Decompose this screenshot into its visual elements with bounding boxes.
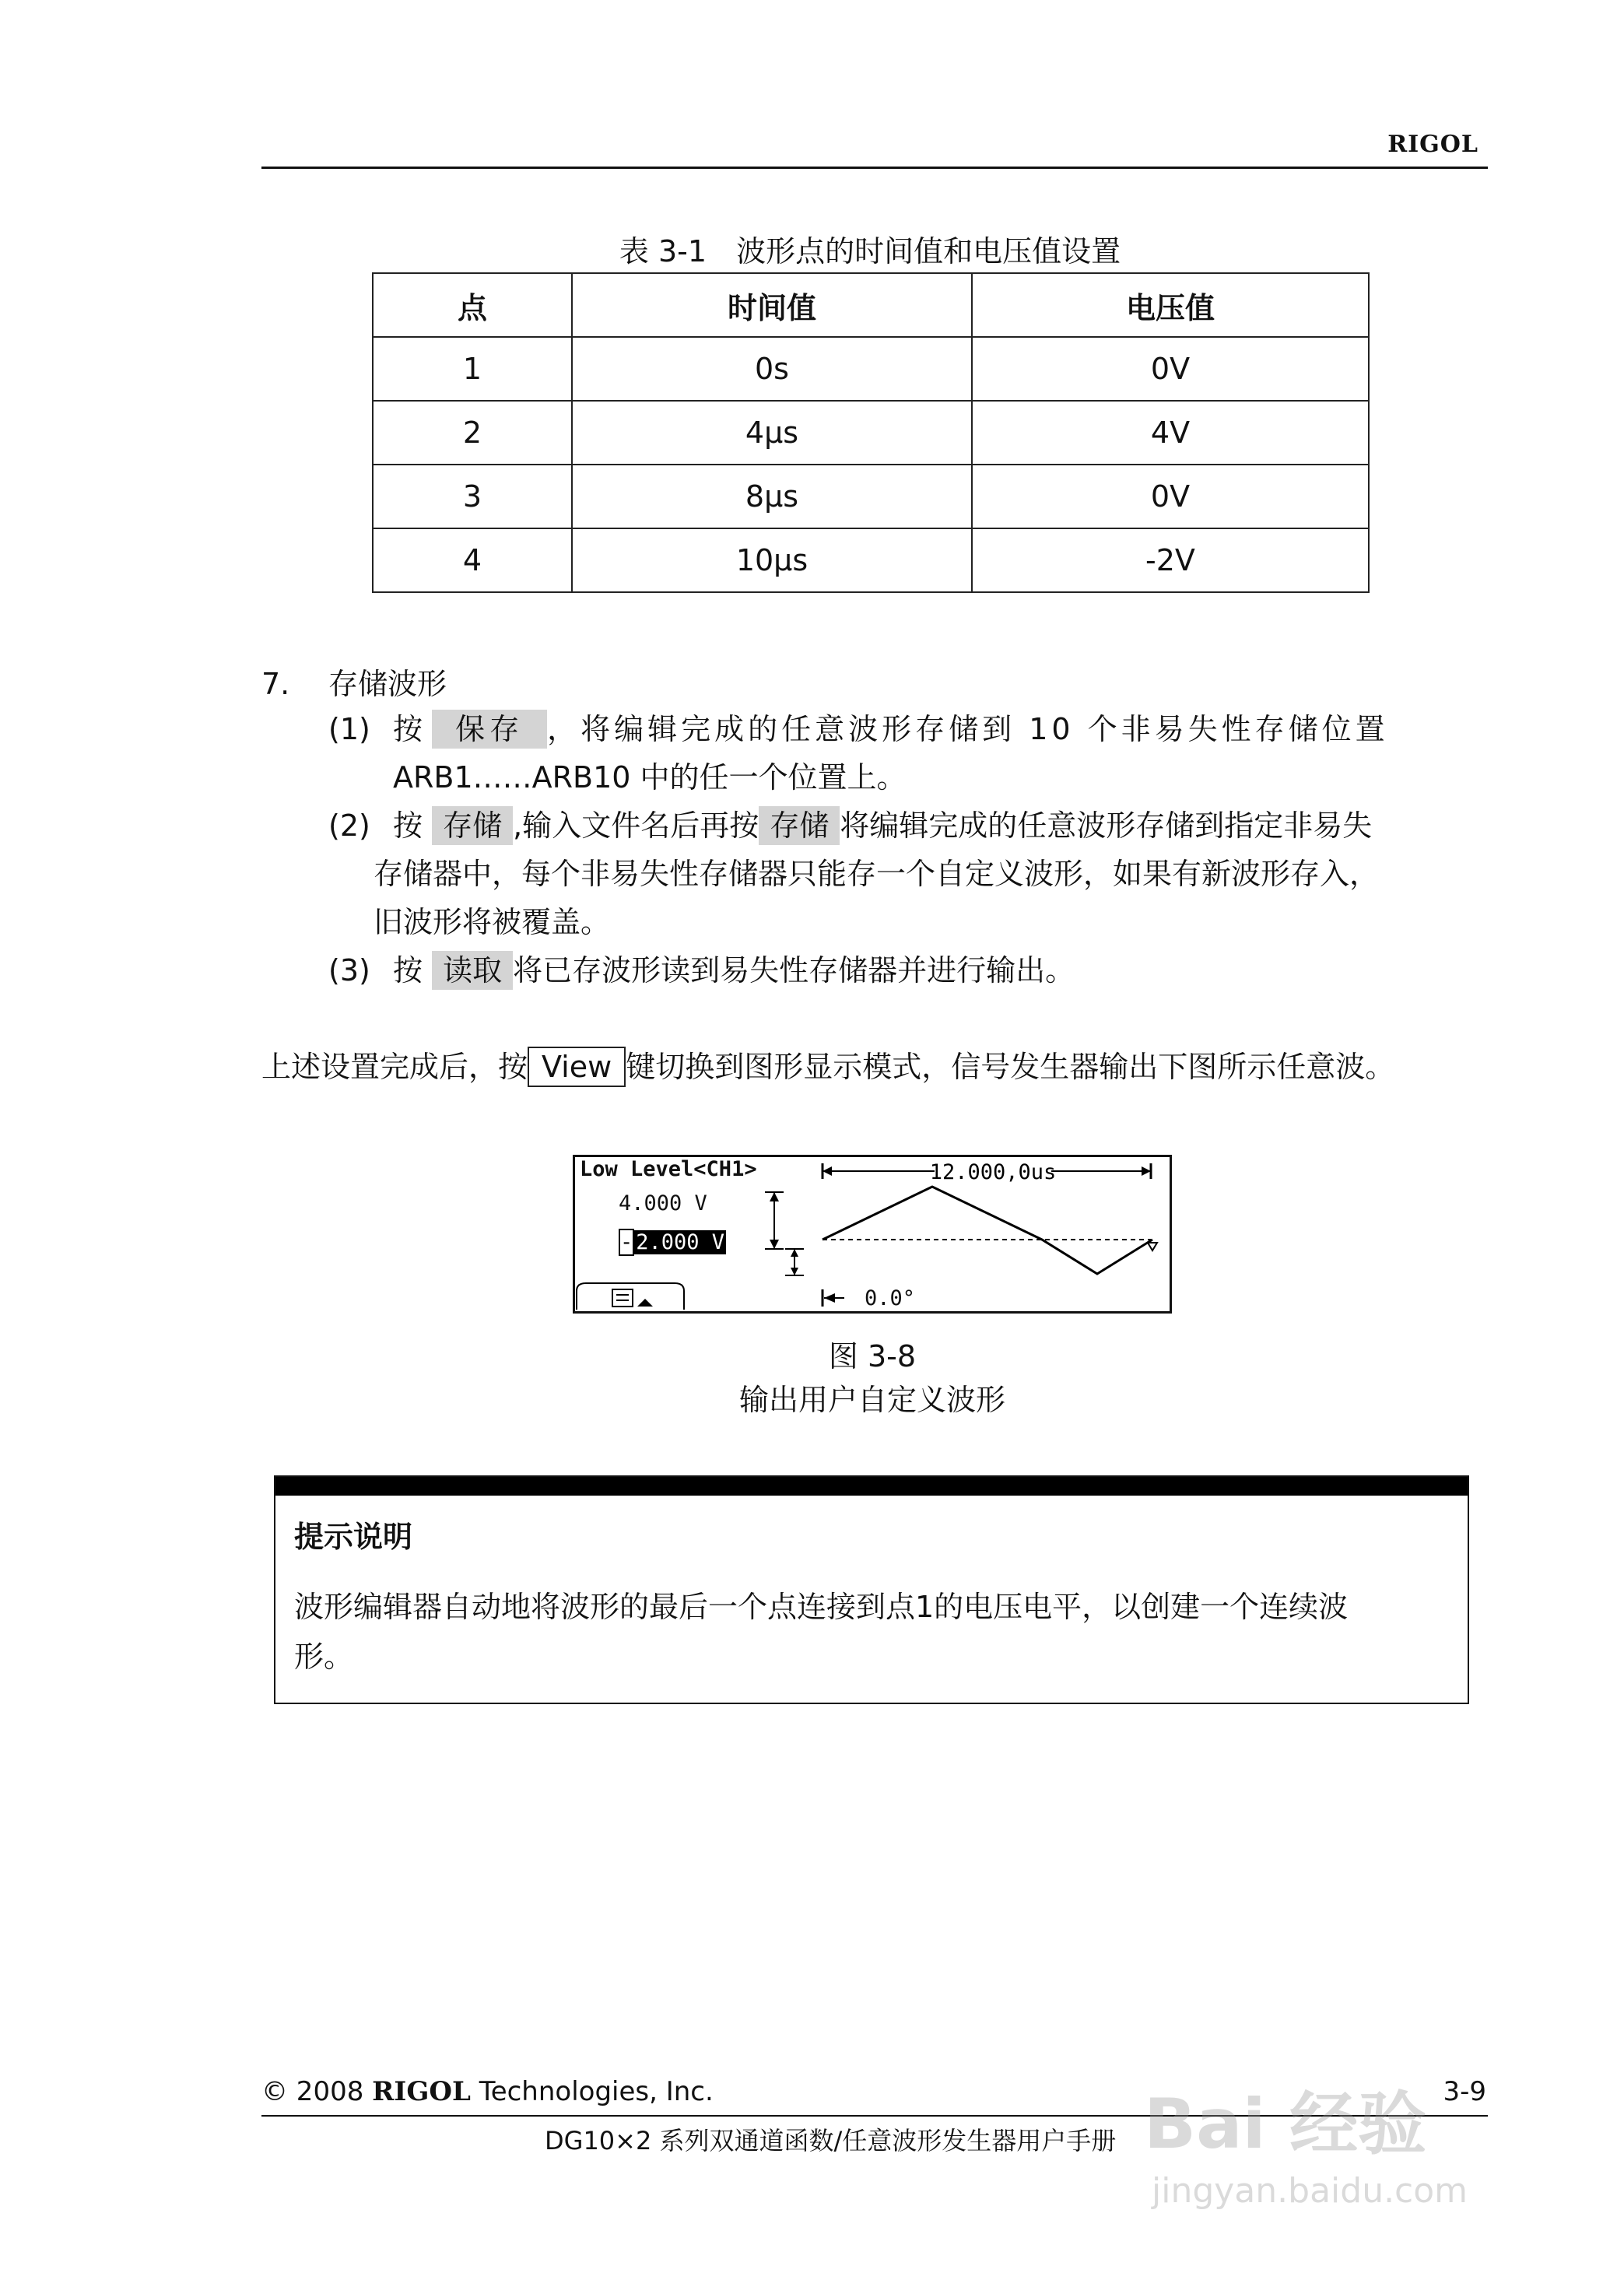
footer-copyright	[261, 2076, 714, 2107]
table-cell: 1	[373, 337, 572, 401]
note-line-2: 形。	[294, 1640, 354, 1674]
footer-page-number: 3-9	[1443, 2076, 1486, 2107]
substep-3-line1	[393, 946, 1075, 994]
note-heading: 提示说明	[294, 1520, 413, 1554]
view-after: 键切换到图形显示模式，信号发生器输出下图所示任意波。	[626, 1050, 1395, 1084]
menu-up-arrow-icon	[637, 1299, 653, 1307]
table-cell: 0V	[972, 337, 1369, 401]
tip-note-box	[274, 1475, 1469, 1704]
table-row	[373, 465, 1369, 528]
substep-2-number: (2)	[328, 809, 370, 843]
high-level-value: 4.000 V	[619, 1191, 707, 1215]
note-line-1: 波形编辑器自动地将波形的最后一个点连接到点1的电压电平，以创建一个连续波	[294, 1590, 1349, 1624]
copyright-year: © 2008	[261, 2076, 364, 2107]
step-number: 7.	[261, 667, 290, 701]
substep-3-number: (3)	[328, 953, 370, 987]
store-key: 存储	[432, 806, 513, 845]
substep-1-line2: ARB1……ARB10 中的任一个位置上。	[393, 760, 907, 794]
substep-2-line3: 旧波形将被覆盖。	[374, 905, 611, 939]
press-label: 按	[393, 953, 423, 987]
substep-1-number: (1)	[328, 712, 370, 746]
period-label: 12.000,0us	[929, 1160, 1057, 1184]
table-row	[373, 337, 1369, 401]
view-before: 上述设置完成后，按	[261, 1050, 528, 1084]
low-level-value	[619, 1230, 726, 1254]
instrument-screen	[573, 1155, 1172, 1314]
arbitrary-waveform-trace	[823, 1187, 1152, 1274]
footer-manual-title: DG10×2 系列双通道函数/任意波形发生器用户手册	[545, 2126, 1117, 2155]
step-title: 存储波形	[328, 667, 447, 701]
substep-2-mid: ,输入文件名后再按	[513, 809, 759, 843]
figure-title: 输出用户自定义波形	[738, 1383, 1005, 1417]
header-rule	[261, 167, 1488, 169]
low-level-digits: 2.000 V	[636, 1230, 725, 1254]
table-row	[373, 528, 1369, 592]
table-cell: 8μs	[572, 465, 972, 528]
substep-1-text: ，将编辑完成的任意波形存储到 10 个非易失性存储位置	[547, 712, 1389, 746]
table-cell: -2V	[972, 528, 1369, 592]
screen-title: Low Level<CH1>	[580, 1157, 757, 1181]
table-cell: 0V	[972, 465, 1369, 528]
column-header: 电压值	[972, 273, 1369, 337]
table-cell: 4V	[972, 401, 1369, 465]
up-arrow-icon	[770, 1192, 779, 1201]
watermark-url: jingyan.baidu.com	[1152, 2171, 1468, 2211]
substep-2-line1	[393, 801, 1482, 850]
substep-3-text: 将已存波形读到易失性存储器并进行输出。	[513, 953, 1075, 987]
low-down-arrow-icon	[791, 1268, 798, 1275]
note-header-bar	[275, 1477, 1468, 1496]
view-key: View	[528, 1047, 626, 1087]
column-header: 时间值	[572, 273, 972, 337]
table-cell: 0s	[572, 337, 972, 401]
press-label: 按	[393, 809, 423, 843]
period-right-arrow-icon	[1142, 1166, 1151, 1176]
waveform-points-table	[372, 272, 1370, 593]
column-header: 点	[373, 273, 572, 337]
table-cell: 3	[373, 465, 572, 528]
substep-2-text: 将编辑完成的任意波形存储到指定非易失	[840, 809, 1373, 843]
period-left-arrow-icon	[823, 1166, 832, 1176]
save-key: 保存	[432, 710, 547, 749]
trigger-marker-icon	[1148, 1243, 1157, 1250]
table-header-row	[373, 273, 1369, 337]
table-caption: 表 3-1 波形点的时间值和电压值设置	[619, 234, 1121, 268]
figure-label: 图 3-8	[828, 1339, 917, 1373]
document-icon	[612, 1289, 633, 1307]
recall-key: 读取	[432, 951, 513, 990]
header-brand: RIGOL	[1387, 131, 1478, 158]
watermark-logo: Bai 经验	[1144, 2084, 1427, 2164]
table-cell: 4	[373, 528, 572, 592]
table-row	[373, 401, 1369, 465]
phase-value: 0.0°	[865, 1286, 916, 1310]
press-label: 按	[393, 712, 423, 746]
table-cell: 4μs	[572, 401, 972, 465]
view-instruction	[261, 1043, 1394, 1091]
table-cell: 10μs	[572, 528, 972, 592]
menu-tab	[577, 1283, 684, 1310]
low-up-arrow-icon	[791, 1249, 798, 1257]
footer-company: Technologies, Inc.	[479, 2076, 714, 2107]
footer-brand: RIGOL	[372, 2076, 471, 2107]
table-cell: 2	[373, 401, 572, 465]
down-arrow-icon	[770, 1240, 779, 1249]
store-key-2: 存储	[759, 806, 840, 845]
low-level-cursor: -	[620, 1230, 633, 1254]
substep-1-line1	[393, 705, 1482, 753]
substep-2-line2: 存储器中，每个非易失性存储器只能存一个自定义波形，如果有新波形存入，	[374, 857, 1380, 891]
